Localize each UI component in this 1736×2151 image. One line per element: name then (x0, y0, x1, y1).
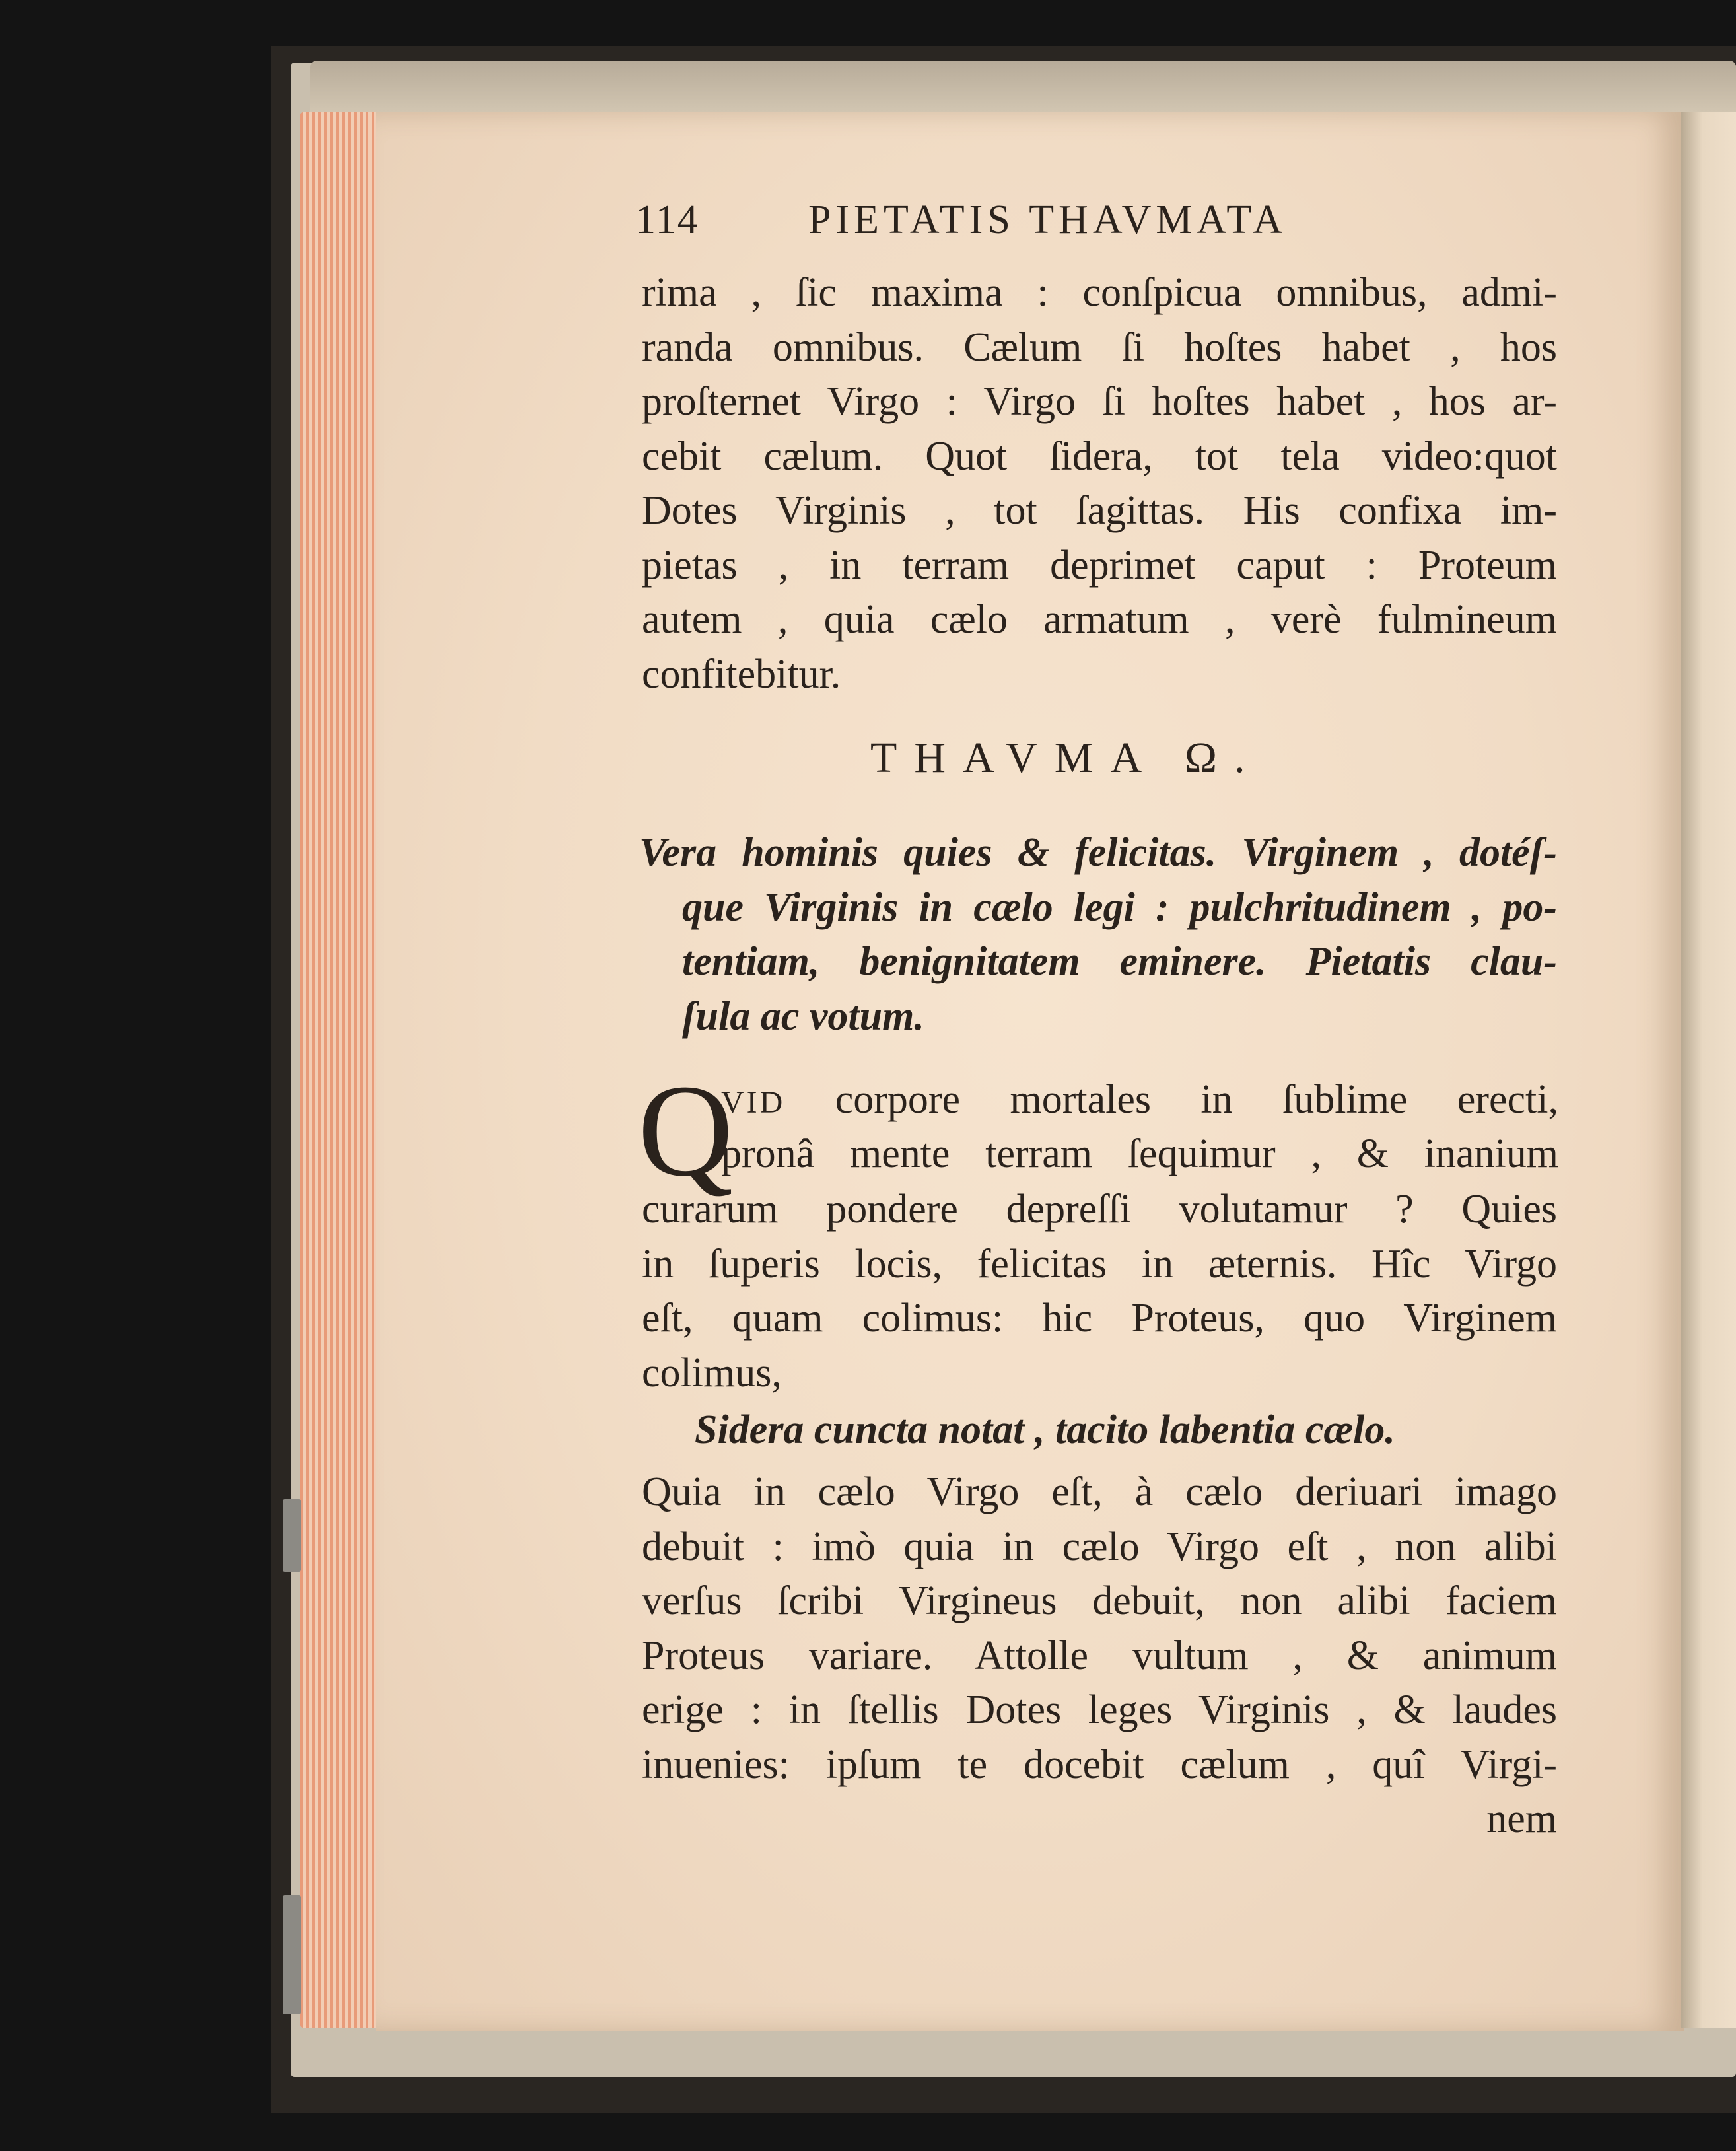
red-page-edges (300, 112, 380, 2028)
facing-page-gutter (1681, 112, 1736, 2028)
main-paragraph (642, 1182, 1557, 1400)
argument-line: tentiam, benignitatem eminere. Pietatis clau- (682, 939, 1557, 984)
text-line: Quia in cælo Virgo eſt, à cælo deriuari imago (642, 1469, 1557, 1514)
small-caps-opening: VID (721, 1085, 786, 1120)
text-line: in ſuperis locis, felicitas in æternis. Hîc Virgo (642, 1241, 1557, 1287)
text-line: curarum pondere depreſſi volutamur ? Quies (642, 1187, 1557, 1232)
text-line: proſternet Virgo : Virgo ſi hoſtes habet , hos ar- (642, 379, 1557, 424)
argument-line: Vera hominis quies & felicitas. Virginem , dotéſ- (639, 830, 1557, 875)
page-top-edge (310, 61, 1736, 114)
text-line: verſus ſcribi Virgineus debuit, non alibi faciem (642, 1578, 1557, 1623)
catchword: nem (1486, 1796, 1557, 1841)
verse-quotation: Sidera cuncta notat , tacito labentia cælo. (695, 1407, 1395, 1452)
first-line-rest: corpore mortales in ſublime erecti, (835, 1077, 1559, 1122)
binding-clasp (283, 1499, 301, 1572)
text-line: Proteus variare. Attolle vultum , & animum (642, 1633, 1557, 1678)
top-paragraph (642, 265, 1557, 701)
argument-line: que Virginis in cælo legi : pulchritudinem , po- (682, 884, 1557, 930)
text-line: debuit : imò quia in cælo Virgo eſt , non alibi (642, 1524, 1557, 1569)
binding-clasp (283, 1895, 301, 2014)
final-paragraph (642, 1465, 1557, 1847)
text-line: autem , quia cælo armatum , verè fulmineum (642, 597, 1557, 642)
first-line-text (721, 1073, 1558, 1127)
argument-line: ſula ac votum. (682, 993, 924, 1039)
second-line (721, 1127, 1558, 1181)
page-number: 114 (635, 197, 699, 242)
text-line: erige : in ſtellis Dotes leges Virginis , & laudes (642, 1687, 1557, 1732)
text-line: rima , ſic maxima : conſpicua omnibus, admi- (642, 270, 1557, 315)
first-line (721, 1073, 1558, 1127)
text-line: eſt, quam colimus: hic Proteus, quo Virginem (642, 1296, 1557, 1341)
text-line: confitebitur. (642, 651, 841, 697)
text-line: inuenies: ipſum te docebit cælum , quî Virgi- (642, 1742, 1557, 1787)
text-line: randa omnibus. Cælum ſi hoſtes habet , hos (642, 324, 1557, 370)
text-line: Dotes Virginis , tot ſagittas. His confixa im- (642, 488, 1557, 533)
text-line: cebit cælum. Quot ſidera, tot tela video:quot (642, 433, 1557, 479)
text-line: colimus, (642, 1350, 782, 1395)
text-line: pronâ mente terram ſequimur , & inanium (721, 1131, 1558, 1176)
drop-capital: Q (638, 1058, 734, 1204)
section-heading: THAVMA Ω. (870, 734, 1263, 782)
running-title: PIETATIS THAVMATA (808, 197, 1288, 242)
chapter-argument (639, 826, 1557, 1043)
running-head (635, 197, 1566, 250)
text-line: pietas , in terram deprimet caput : Proteum (642, 542, 1557, 588)
